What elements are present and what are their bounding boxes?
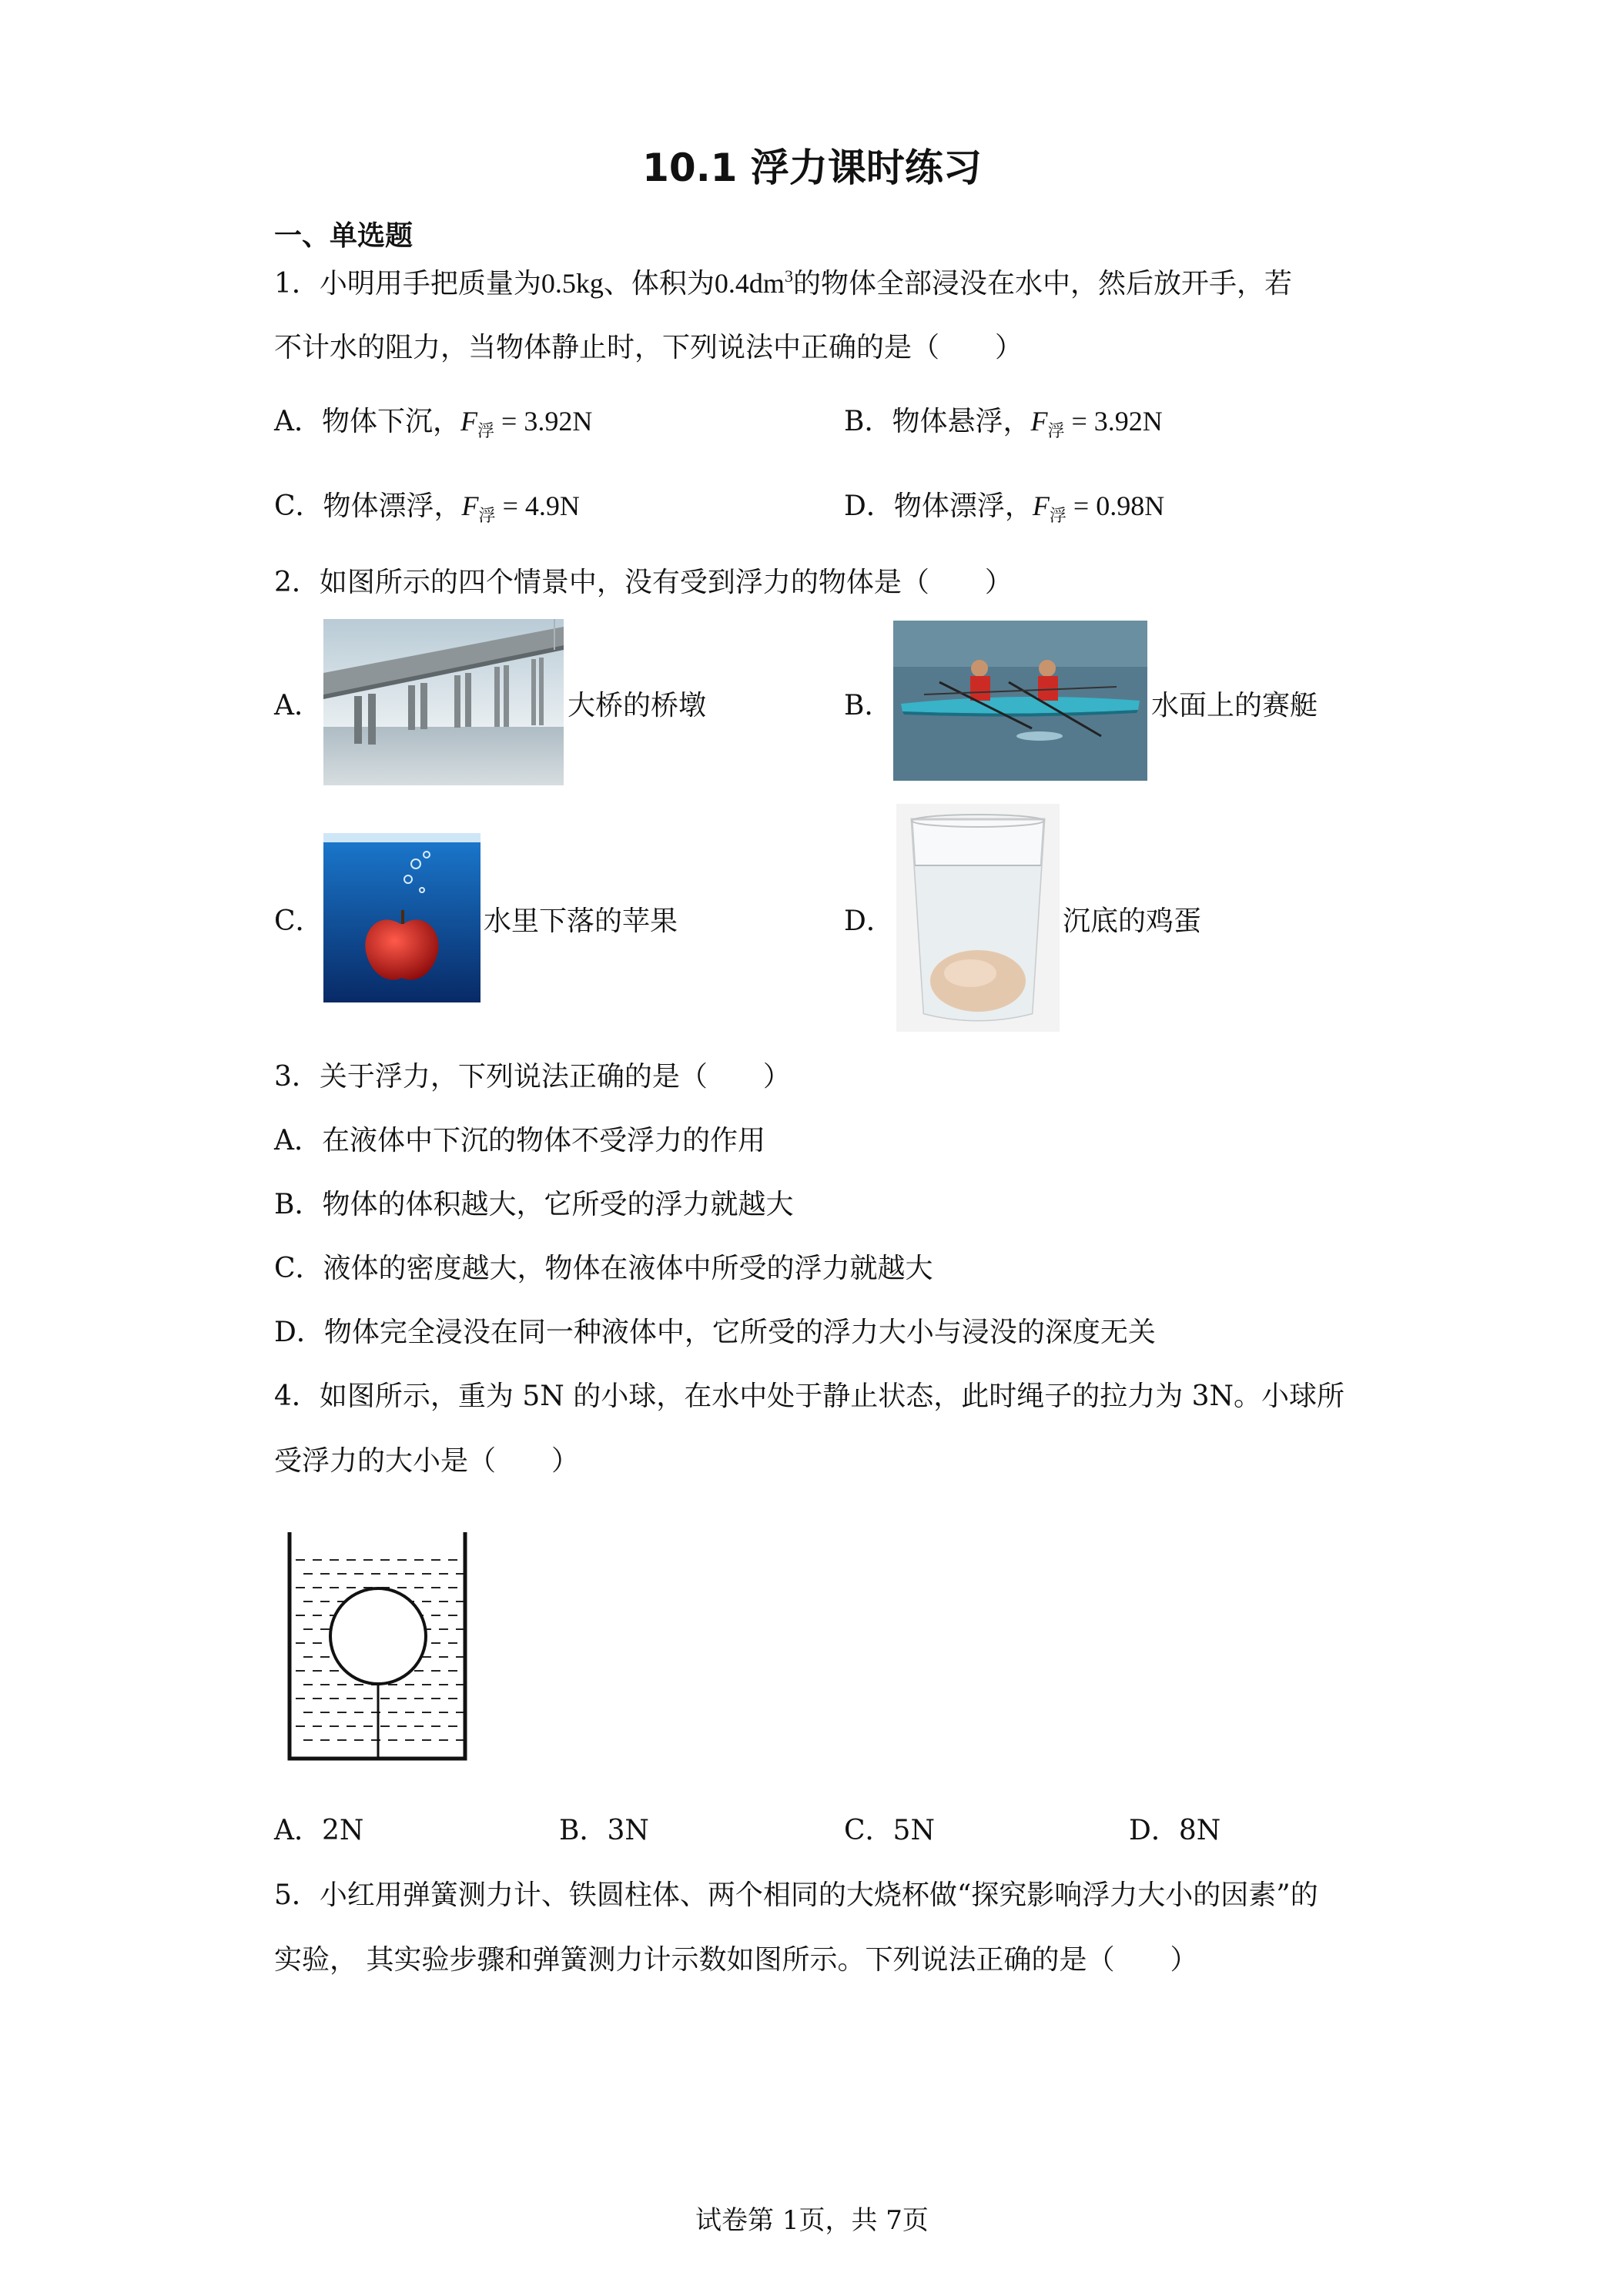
q3-option-c[interactable]: C．液体的密度越大，物体在液体中所受的浮力就越大: [274, 1253, 933, 1284]
q4-option-a[interactable]: A．2N: [274, 1815, 364, 1846]
q1-option-c[interactable]: C．物体漂浮，$F_浮 = 4.9N$: [274, 490, 580, 525]
q2-option-d-caption: 沉底的鸡蛋: [1063, 905, 1202, 937]
bridge-photo: [323, 619, 564, 785]
q2-option-b-caption: 水面上的赛艇: [1151, 690, 1318, 721]
q2-option-d-letter[interactable]: D．: [844, 905, 894, 937]
q2-option-a-caption: 大桥的桥墩: [568, 690, 707, 721]
q5-line1: 5．小红用弹簧测力计、铁圆柱体、两个相同的大烧杯做“探究影响浮力大小的因素”的: [274, 1879, 1318, 1911]
egg-glass-photo: [896, 804, 1060, 1032]
ball-in-water-diagram: [285, 1529, 470, 1769]
q4-line1: 4．如图所示，重为 5N 的小球，在水中处于静止状态，此时绳子的拉力为 3N。小球所: [274, 1381, 1345, 1412]
q2-option-a-letter[interactable]: A．: [274, 690, 322, 721]
q4-option-c[interactable]: C．5N: [844, 1815, 935, 1846]
q4-option-d[interactable]: D．8N: [1129, 1815, 1221, 1846]
q2-option-c-letter[interactable]: C．: [274, 905, 323, 937]
q3-option-b[interactable]: B．物体的体积越大，它所受的浮力就越大: [274, 1189, 794, 1220]
q1-option-a[interactable]: A．物体下沉，$F_浮 = 3.92N$: [274, 406, 593, 440]
q1-volume: $0.4dm^3$: [714, 266, 793, 299]
q2-option-c-caption: 水里下落的苹果: [484, 905, 678, 937]
q1-option-b[interactable]: B．物体悬浮，$F_浮 = 3.92N$: [844, 406, 1163, 440]
section-heading: 一、单选题: [274, 220, 414, 252]
q1-mass: 0.5kg: [541, 268, 604, 299]
q4-option-b[interactable]: B．3N: [559, 1815, 649, 1846]
q1-option-d[interactable]: D．物体漂浮，$F_浮 = 0.98N$: [844, 490, 1165, 525]
q3-option-d[interactable]: D．物体完全浸没在同一种液体中，它所受的浮力大小与浸没的深度无关: [274, 1317, 1156, 1348]
q4-line2: 受浮力的大小是（ ）: [274, 1445, 580, 1477]
q1-line1: 1．小明用手把质量为0.5kg、体积为$0.4dm^3$的物体全部浸没在水中，然后放开手，若: [274, 266, 1292, 300]
q5-line2: 实验， 其实验步骤和弹簧测力计示数如图所示。下列说法正确的是（ ）: [274, 1944, 1198, 1976]
rowing-photo: [893, 621, 1147, 781]
q3-stem: 3．关于浮力，下列说法正确的是（ ）: [274, 1061, 791, 1093]
q1-line2: 不计水的阻力，当物体静止时，下列说法中正确的是（ ）: [274, 332, 1023, 363]
q2-option-b-letter[interactable]: B．: [844, 690, 892, 721]
page-footer: 试卷第 1页，共 7页: [695, 2205, 929, 2236]
q2-stem: 2．如图所示的四个情景中，没有受到浮力的物体是（ ）: [274, 567, 1013, 598]
q3-option-a[interactable]: A．在液体中下沉的物体不受浮力的作用: [274, 1125, 765, 1156]
page-title: 10.1 浮力课时练习: [642, 146, 982, 190]
apple-photo: [323, 833, 481, 1002]
